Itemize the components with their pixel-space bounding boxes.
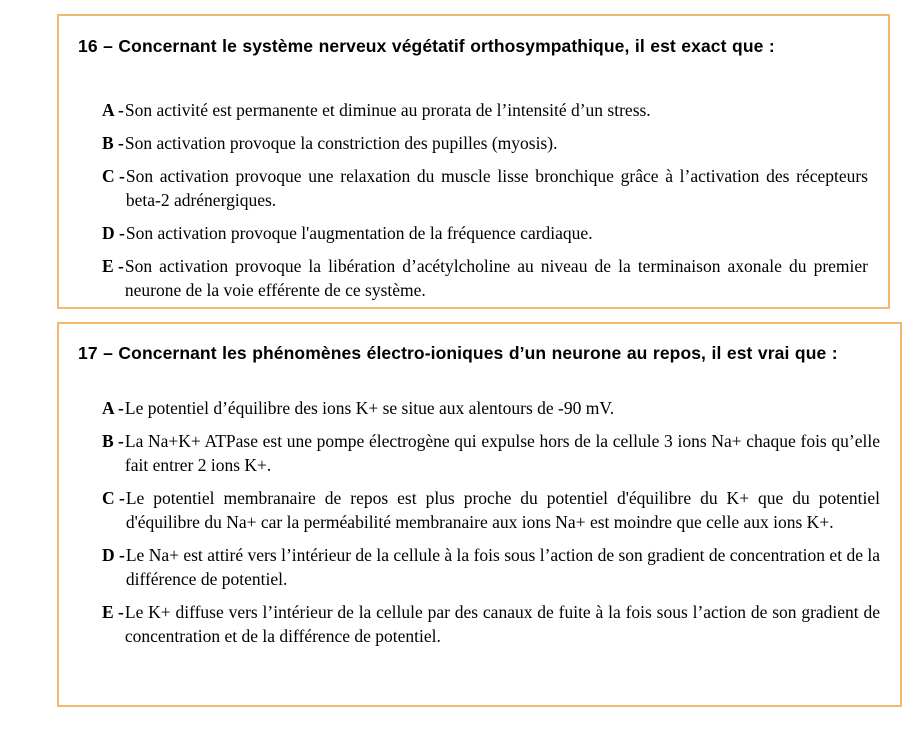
option-letter: C - <box>102 488 125 508</box>
option-item <box>102 98 868 122</box>
option-letter: A - <box>102 100 124 120</box>
question-17-options <box>102 396 880 648</box>
option-letter: B - <box>102 431 124 451</box>
option-item <box>102 486 880 534</box>
option-text: Son activation provoque une relaxation du muscle lisse bronchique grâce à l’activation des récepteurs beta-2 adrénergiques. <box>125 166 868 210</box>
option-text: Son activation provoque la constriction des pupilles (myosis). <box>124 133 558 153</box>
option-item <box>102 600 880 648</box>
option-letter: B - <box>102 133 124 153</box>
option-letter: A - <box>102 398 124 418</box>
option-item <box>102 429 880 477</box>
option-letter: D - <box>102 545 125 565</box>
option-item <box>102 221 868 245</box>
question-block-16 <box>57 14 890 309</box>
question-16-header: 16 – Concernant le système nerveux végétatif orthosympathique, il est exact que : <box>78 36 775 56</box>
option-letter: E - <box>102 602 124 622</box>
option-item <box>102 164 868 212</box>
option-item <box>102 254 868 302</box>
question-block-17 <box>57 322 902 707</box>
question-16-options <box>102 98 868 302</box>
option-text: Son activation provoque l'augmentation de la fréquence cardiaque. <box>125 223 593 243</box>
option-text: Le potentiel d’équilibre des ions K+ se situe aux alentours de -90 mV. <box>124 398 615 418</box>
option-item <box>102 396 880 420</box>
option-letter: D - <box>102 223 125 243</box>
option-letter: C - <box>102 166 125 186</box>
option-item <box>102 543 880 591</box>
option-letter: E - <box>102 256 124 276</box>
question-17-header: 17 – Concernant les phénomènes électro-ioniques d’un neurone au repos, il est vrai que : <box>78 343 838 363</box>
option-text: La Na+K+ ATPase est une pompe électrogène qui expulse hors de la cellule 3 ions Na+ chaque fois qu’elle fait entrer 2 ions K+. <box>124 431 880 475</box>
option-text: Le K+ diffuse vers l’intérieur de la cellule par des canaux de fuite à la fois sous l’action de son gradient de concentration et de la différence de potentiel. <box>124 602 880 646</box>
option-item <box>102 131 868 155</box>
option-text: Son activation provoque la libération d’acétylcholine au niveau de la terminaison axonale du premier neurone de la voie efférente de ce système. <box>124 256 868 300</box>
option-text: Le potentiel membranaire de repos est plus proche du potentiel d'équilibre du K+ que du potentiel d'équilibre du Na+ car la perméabilité membranaire aux ions Na+ est moindre que celle aux ions K+. <box>125 488 880 532</box>
option-text: Le Na+ est attiré vers l’intérieur de la cellule à la fois sous l’action de son gradient de concentration et de la différence de potentiel. <box>125 545 880 589</box>
option-text: Son activité est permanente et diminue au prorata de l’intensité d’un stress. <box>124 100 651 120</box>
